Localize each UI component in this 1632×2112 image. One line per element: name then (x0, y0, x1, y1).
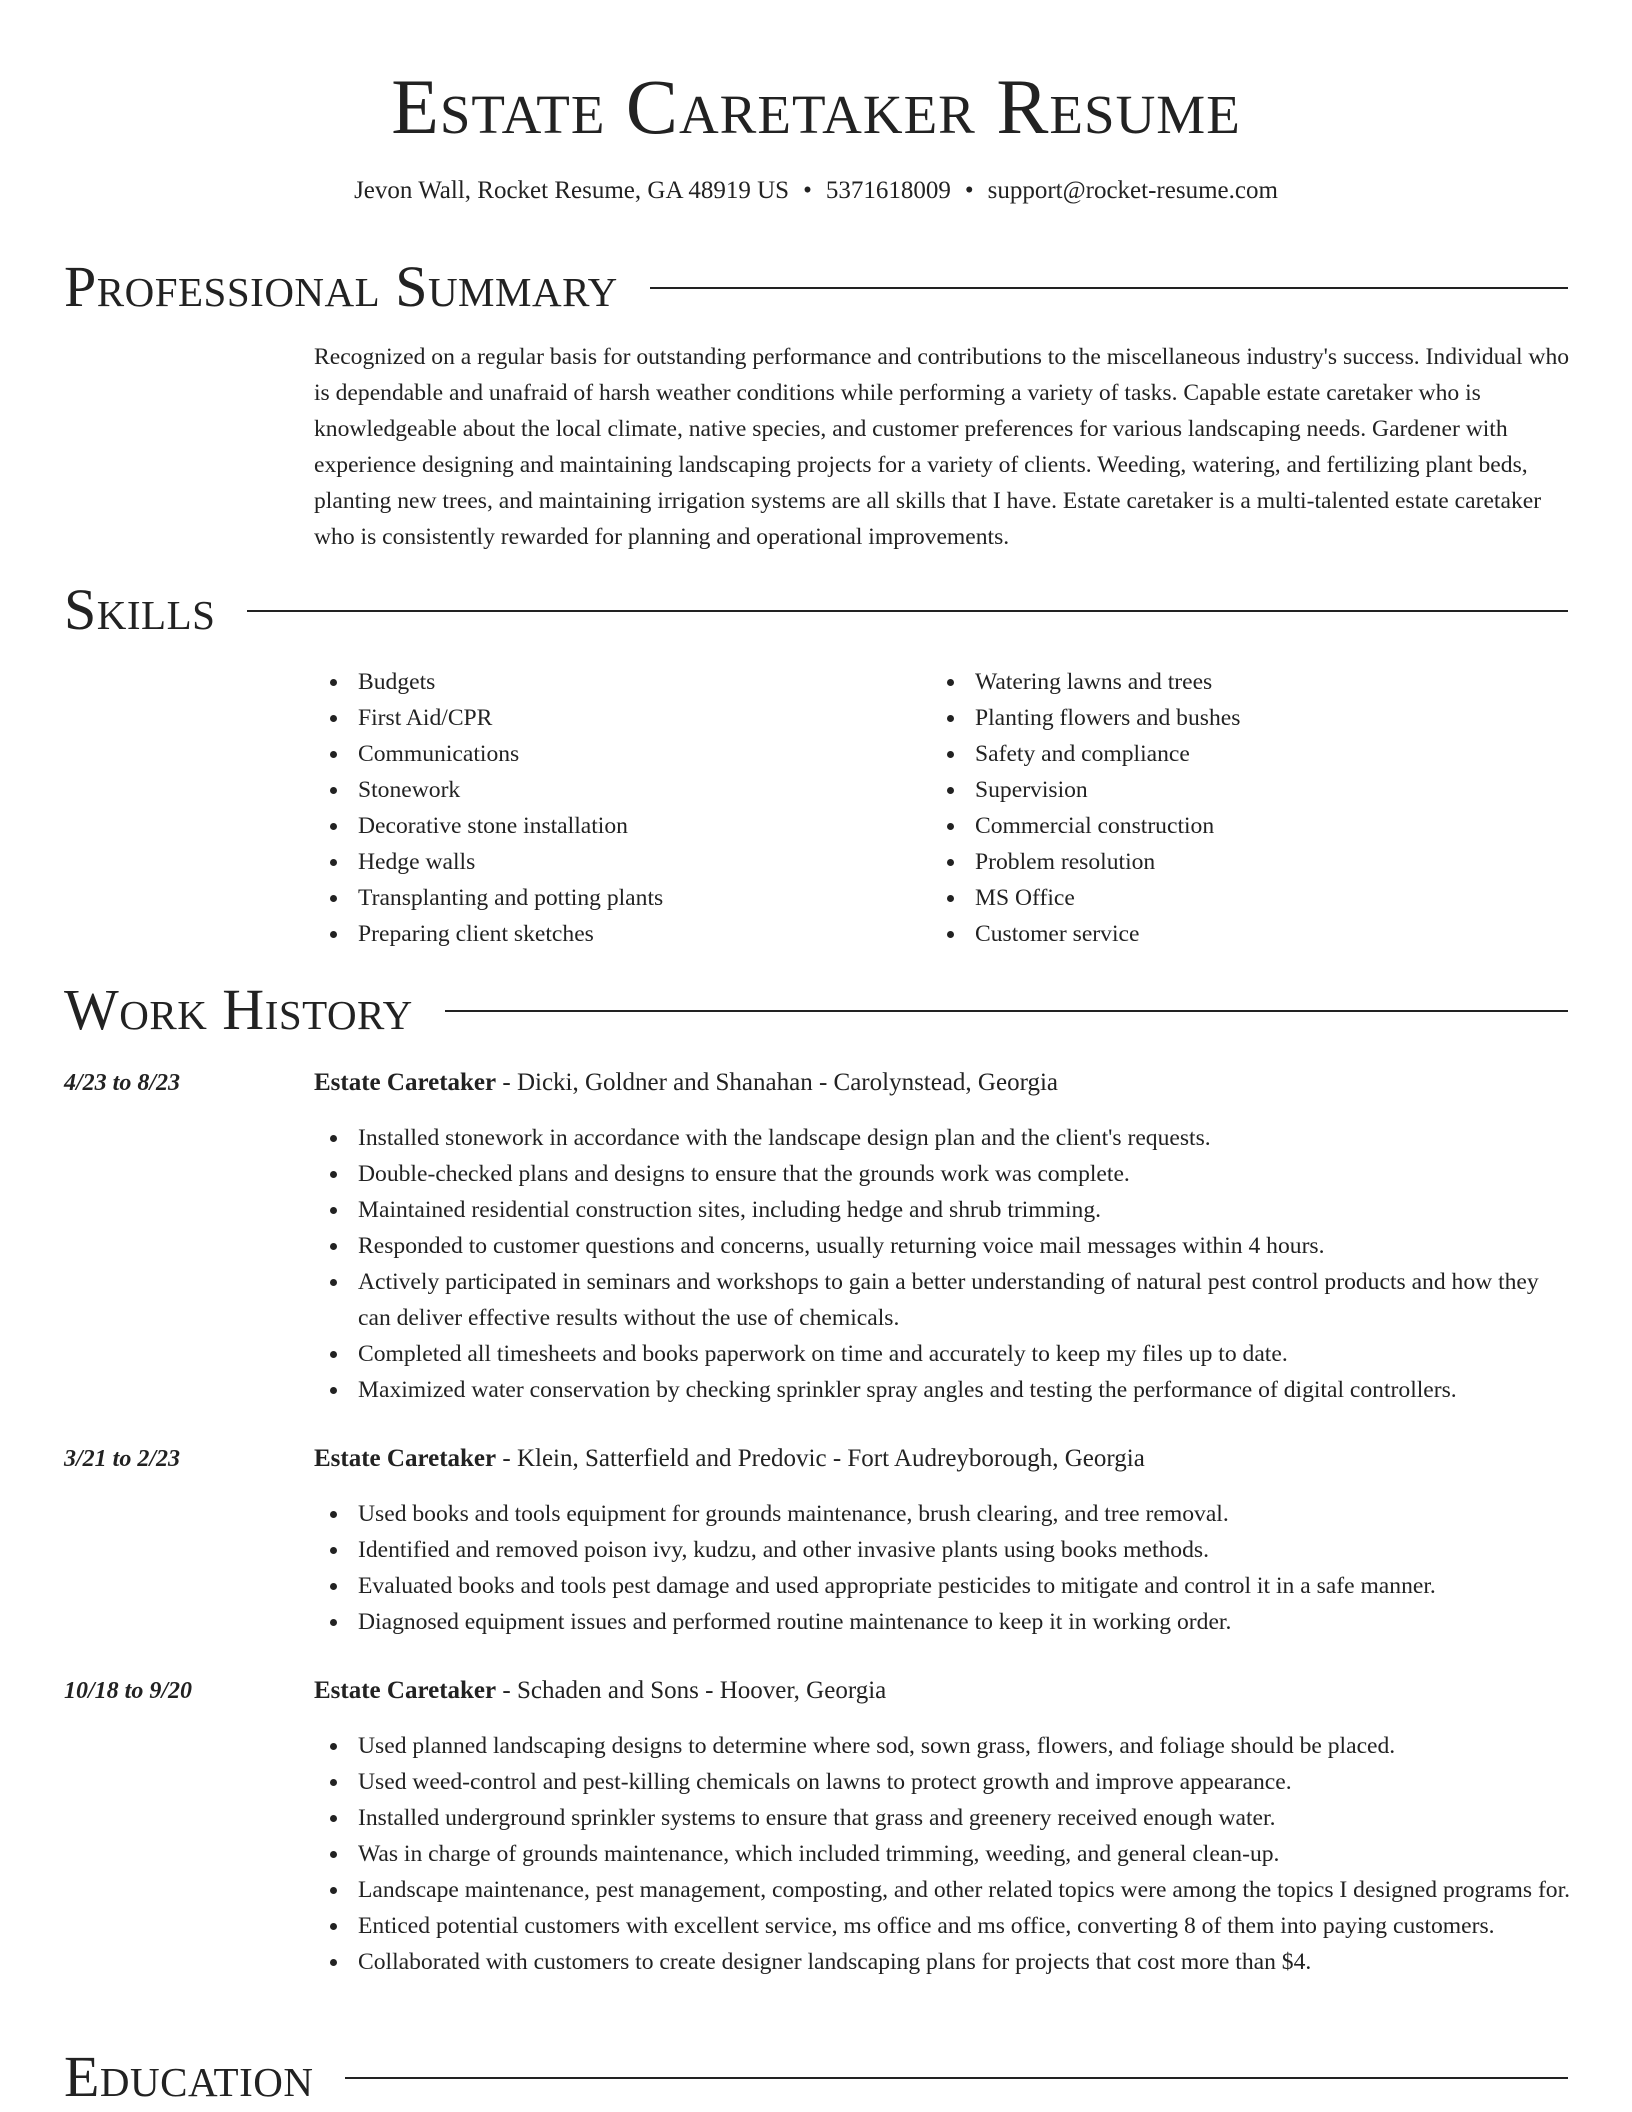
skill-item: Budgets (314, 664, 663, 700)
education-section-header (64, 2044, 1568, 2110)
skill-item: Planting flowers and bushes (931, 700, 1240, 736)
skill-item: Stonework (314, 772, 663, 808)
job-bullet: Completed all timesheets and books paperwork on time and accurately to keep my files up to date. (314, 1336, 1576, 1372)
job-bullets (314, 1120, 1576, 1408)
work-heading: Work History (64, 977, 413, 1042)
job-bullet: Collaborated with customers to create designer landscaping plans for projects that cost more than $4. (314, 1944, 1576, 1980)
skills-section-header (64, 577, 1568, 643)
job-bullet: Installed stonework in accordance with the landscape design plan and the client's requests. (314, 1120, 1576, 1156)
job-bullet: Was in charge of grounds maintenance, which included trimming, weeding, and general clean-up. (314, 1836, 1576, 1872)
job-employer: - Schaden and Sons - Hoover, Georgia (496, 1677, 887, 1704)
contact-separator: • (964, 177, 974, 204)
contact-line (0, 174, 1632, 208)
job-employer: - Dicki, Goldner and Shanahan - Carolynstead, Georgia (496, 1069, 1059, 1096)
job-bullet: Maintained residential construction sites, including hedge and shrub trimming. (314, 1192, 1576, 1228)
skill-item: Commercial construction (931, 808, 1240, 844)
job-employer: - Klein, Satterfield and Predovic - Fort Audreyborough, Georgia (496, 1445, 1145, 1472)
job-bullet: Maximized water conservation by checking sprinkler spray angles and testing the performance of digital controllers. (314, 1372, 1576, 1408)
contact-phone: 5371618009 (825, 177, 951, 204)
job-dates: 10/18 to 9/20 (64, 1678, 193, 1704)
job-bullet: Double-checked plans and designs to ensure that the grounds work was complete. (314, 1156, 1576, 1192)
job-bullet: Diagnosed equipment issues and performed routine maintenance to keep it in working order. (314, 1604, 1576, 1640)
job-bullet: Enticed potential customers with excellent service, ms office and ms office, converting 8 of them into paying customers. (314, 1908, 1576, 1944)
job-dates: 3/21 to 2/23 (64, 1446, 181, 1472)
contact-separator: • (803, 177, 812, 204)
skill-item: Problem resolution (931, 844, 1240, 880)
skills-heading: Skills (64, 577, 216, 642)
skill-item: Watering lawns and trees (931, 664, 1240, 700)
job-bullet: Actively participated in seminars and workshops to gain a better understanding of natural pest control products and how they can deliver effective results without the use of chemicals. (314, 1264, 1576, 1336)
summary-text: Recognized on a regular basis for outstanding performance and contributions to the miscellaneous industry's success. Individual who is dependable and unafraid of harsh weather conditions while performing a variety of tasks. Capable estate caretaker who is knowledgeable about the local climate, native species, and customer preferences for various landscaping needs. Gardener with experience designing and maintaining landscaping projects for a variety of clients. Weeding, watering, and fertilizing plant beds, planting new trees, and maintaining irrigation systems are all skills that I have. Estate caretaker is a multi-talented estate caretaker who is consistently rewarded for planning and operational improvements. (314, 344, 1570, 550)
job-bullet: Used weed-control and pest-killing chemicals on lawns to protect growth and improve appearance. (314, 1764, 1576, 1800)
job-bullet: Identified and removed poison ivy, kudzu, and other invasive plants using books methods. (314, 1532, 1576, 1568)
job-role: Estate Caretaker (314, 1069, 497, 1096)
job-heading (314, 1674, 886, 1708)
skills-list-right (931, 664, 1240, 952)
skills-list-left (314, 664, 663, 952)
section-divider (345, 2077, 1568, 2079)
job-bullet: Used books and tools equipment for grounds maintenance, brush clearing, and tree removal. (314, 1496, 1576, 1532)
job-bullet: Responded to customer questions and concerns, usually returning voice mail messages within 4 hours. (314, 1228, 1576, 1264)
contact-address: Jevon Wall, Rocket Resume, GA 48919 US (354, 177, 790, 204)
job-bullet: Installed underground sprinkler systems to ensure that grass and greenery received enough water. (314, 1800, 1576, 1836)
job-dates: 4/23 to 8/23 (64, 1070, 181, 1096)
education-heading: Education (64, 2044, 314, 2109)
section-divider (247, 610, 1568, 612)
skill-item: Preparing client sketches (314, 916, 663, 952)
skill-item: Communications (314, 736, 663, 772)
skill-item: Transplanting and potting plants (314, 880, 663, 916)
job-bullets (314, 1496, 1576, 1640)
skill-item: Customer service (931, 916, 1240, 952)
job-heading (314, 1066, 1058, 1100)
work-section-header (64, 977, 1568, 1043)
contact-email[interactable]: support@rocket-resume.com (987, 177, 1278, 204)
skill-item: Safety and compliance (931, 736, 1240, 772)
job-heading (314, 1442, 1145, 1476)
job-role: Estate Caretaker (314, 1677, 497, 1704)
summary-heading: Professional Summary (64, 254, 618, 319)
section-divider (650, 287, 1568, 289)
job-bullet: Used planned landscaping designs to determine where sod, sown grass, flowers, and foliage should be placed. (314, 1728, 1576, 1764)
skill-item: First Aid/CPR (314, 700, 663, 736)
skill-item: Supervision (931, 772, 1240, 808)
skill-item: Hedge walls (314, 844, 663, 880)
job-bullet: Evaluated books and tools pest damage and used appropriate pesticides to mitigate and control it in a safe manner. (314, 1568, 1576, 1604)
job-role: Estate Caretaker (314, 1445, 497, 1472)
skill-item: MS Office (931, 880, 1240, 916)
section-divider (445, 1010, 1568, 1012)
summary-section-header (64, 254, 1568, 320)
resume-title: Estate Caretaker Resume (391, 63, 1241, 150)
skill-item: Decorative stone installation (314, 808, 663, 844)
job-bullet: Landscape maintenance, pest management, composting, and other related topics were among the topics I designed programs for. (314, 1872, 1576, 1908)
job-bullets (314, 1728, 1576, 1980)
